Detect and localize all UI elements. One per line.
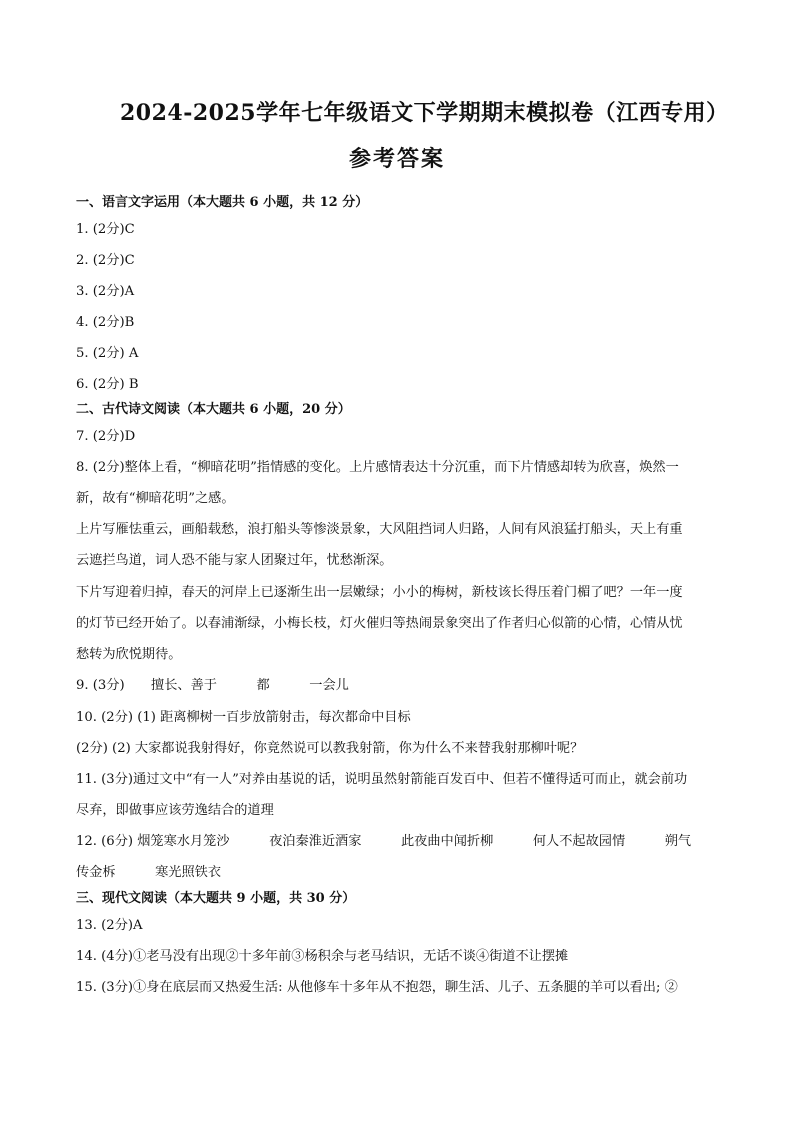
answer-line-11b: 尽弃，即做事应该劳逸结合的道理 <box>76 803 274 818</box>
answer-line-8b: 新，故有“柳暗花明”之感。 <box>76 491 235 506</box>
answer-line-7: 7. (2分)D <box>76 429 136 444</box>
section-heading-1: 一、语言文字运用（本大题共 6 小题，共 12 分） <box>76 195 369 210</box>
answer-line-14: 14. (4分)①老马没有出现②十多年前③杨积余与老马结识，无话不谈④街道不让摆摊 <box>76 949 569 964</box>
answer-line-8c: 上片写雁怯重云，画船载愁，浪打船头等惨淡景象，大风阻挡词人归路，人间有风浪猛打船头，天上有重 <box>76 522 683 537</box>
section-heading-3: 三、现代文阅读（本大题共 9 小题，共 30 分） <box>76 891 356 906</box>
answer-line-8e: 下片写迎着归掉，春天的河岸上已逐渐生出一层嫩绿；小小的梅树，新枝该长得压着门楣了吧？一年一度 <box>76 585 683 600</box>
answer-line-13: 13. (2分)A <box>76 918 143 933</box>
answer-line-11a: 11. (3分)通过文中“有一人”对养由基说的话，说明虽然射箭能百发百中、但若不懂得适可而止，就会前功 <box>76 772 688 787</box>
answer-line-4: 4. (2分)B <box>76 315 135 330</box>
answer-line-8a: 8. (2分)整体上看，“柳暗花明”指情感的变化。上片感情表达十分沉重，而下片情感却转为欣喜，焕然一 <box>76 460 679 475</box>
answer-line-8g: 愁转为欣悦期待。 <box>76 647 182 662</box>
answer-line-2: 2. (2分)C <box>76 253 135 268</box>
answer-line-12b: 传金柝 寒光照铁衣 <box>76 865 222 880</box>
page-title: 2024-2025学年七年级语文下学期期末模拟卷（江西专用） <box>120 100 729 126</box>
answer-line-12a: 12. (6分) 烟笼寒水月笼沙 夜泊秦淮近酒家 此夜曲中闻折柳 何人不起故园情 朔气 <box>76 834 692 849</box>
answer-line-10b: (2分) (2) 大家都说我射得好，你竟然说可以教我射箭，你为什么不来替我射那柳叶呢？ <box>76 741 584 756</box>
answer-line-9: 9. (3分) 擅长、善于 都 一会儿 <box>76 678 349 693</box>
answer-line-15: 15. (3分)①身在底层而又热爱生活: 从他修车十多年从不抱怨，聊生活、儿子、五条腿的羊可以看出; ② <box>76 980 678 995</box>
answer-line-8f: 的灯节已经开始了。以春浦渐绿，小梅长枝，灯火催归等热闹景象突出了作者归心似箭的心情，心情从忧 <box>76 616 683 631</box>
answer-line-3: 3. (2分)A <box>76 284 135 299</box>
section-heading-2: 二、古代诗文阅读（本大题共 6 小题，20 分） <box>76 402 351 417</box>
answer-line-5: 5. (2分) A <box>76 346 139 361</box>
answer-line-1: 1. (2分)C <box>76 222 135 237</box>
answer-line-8d: 云遮拦鸟道，词人恐不能与家人团聚过年，忧愁渐深。 <box>76 553 393 568</box>
answer-line-6: 6. (2分) B <box>76 377 139 392</box>
answer-line-10a: 10. (2分) (1) 距离柳树一百步放箭射击，每次都命中目标 <box>76 710 411 725</box>
page-subtitle: 参考答案 <box>348 146 445 172</box>
